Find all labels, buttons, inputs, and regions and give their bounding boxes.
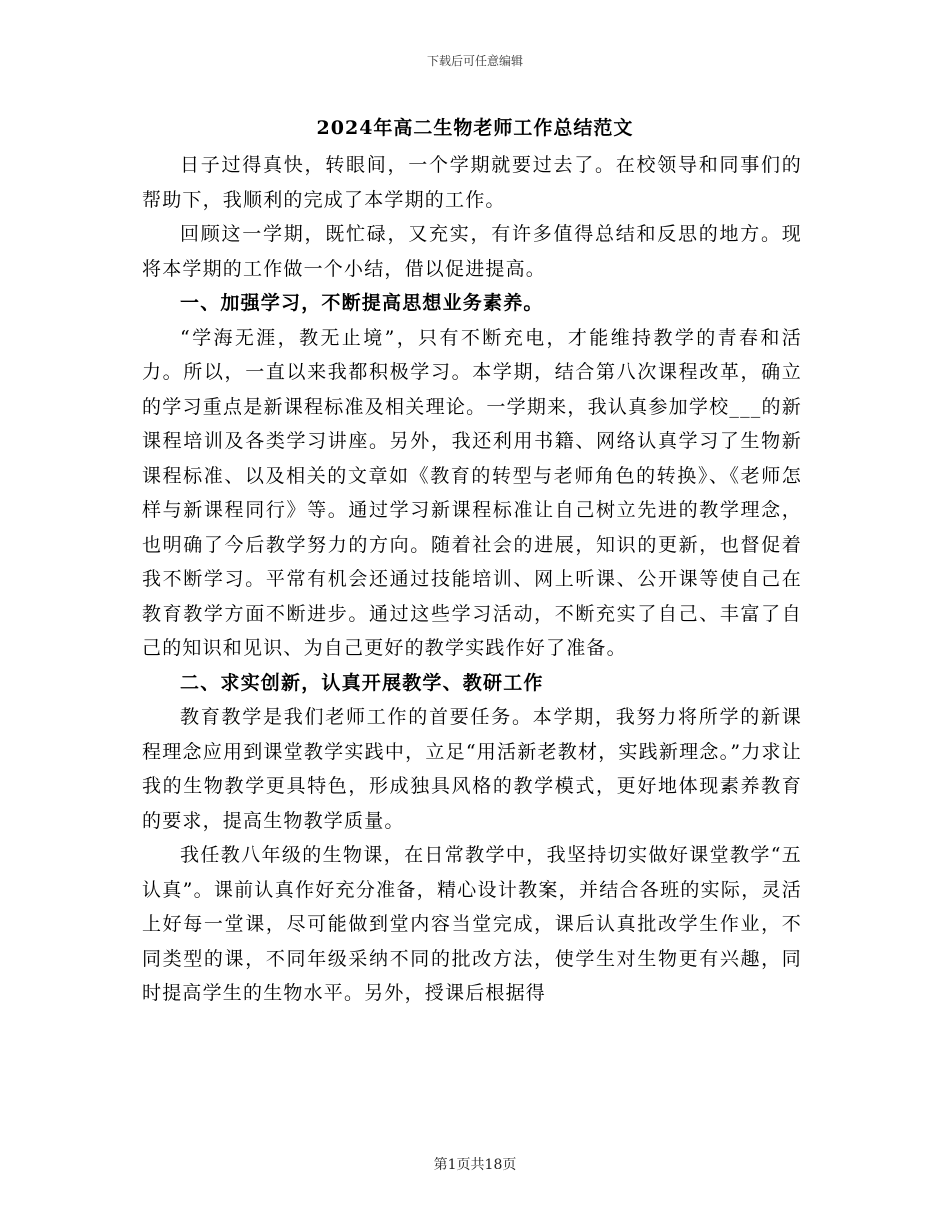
page-header-note: 下载后可任意编辑	[426, 54, 523, 68]
document-title: 2024年高二生物老师工作总结范文	[316, 117, 634, 139]
paragraph-teaching: 教育教学是我们老师工作的首要任务。本学期，我努力将所学的新课程理念应用到课堂教学实践中，立足“用活新老教材，实践新理念。”力求让我的生物教学更具特色，形成独具风格的教学模式，更好地体现素养教育的要求，提高生物教学质量。	[142, 706, 802, 832]
paragraph-learning: “学海无涯，教无止境”，只有不断充电，才能维持教学的青春和活力。所以，一直以来我都积极学习。本学期，结合第八次课程改革，确立的学习重点是新课程标准及相关理论。一学期来，我认真参加学校___的新课程培训及各类学习讲座。另外，我还利用书籍、网络认真学习了生物新课程标准、以及相关的文章如《教育的转型与老师角色的转换》、《老师怎样与新课程同行》等。通过学习新课程标准让自己树立先进的教学理念，也明确了今后教学努力的方向。随着社会的进展，知识的更新，也督促着我不断学习。平常有机会还通过技能培训、网上听课、公开课等使自己在教育教学方面不断进步。通过这些学习活动，不断充实了自己、丰富了自己的知识和见识、为自己更好的教学实践作好了准备。	[142, 326, 802, 659]
section-heading-2: 二、求实创新，认真开展教学、教研工作	[180, 671, 544, 694]
paragraph-classes: 我任教八年级的生物课，在日常教学中，我坚持切实做好课堂教学“五认真”。课前认真作好充分准备，精心设计教案，并结合各班的实际，灵活上好每一堂课，尽可能做到堂内容当堂完成，课后认真批改学生作业，不同类型的课，不同年级采纳不同的批改方法，使学生对生物更有兴趣，同时提高学生的生物水平。另外，授课后根据得	[142, 844, 802, 1004]
document-body	[142, 148, 802, 1011]
paragraph-intro: 日子过得真快，转眼间，一个学期就要过去了。在校领导和同事们的帮助下，我顺利的完成了本学期的工作。	[142, 154, 802, 211]
paragraph-review: 回顾这一学期，既忙碌，又充实，有许多值得总结和反思的地方。现将本学期的工作做一个小结，借以促进提高。	[142, 223, 802, 280]
page-number-footer: 第1页共18页	[433, 1157, 517, 1173]
section-heading-1: 一、加强学习，不断提高思想业务素养。	[180, 292, 544, 314]
